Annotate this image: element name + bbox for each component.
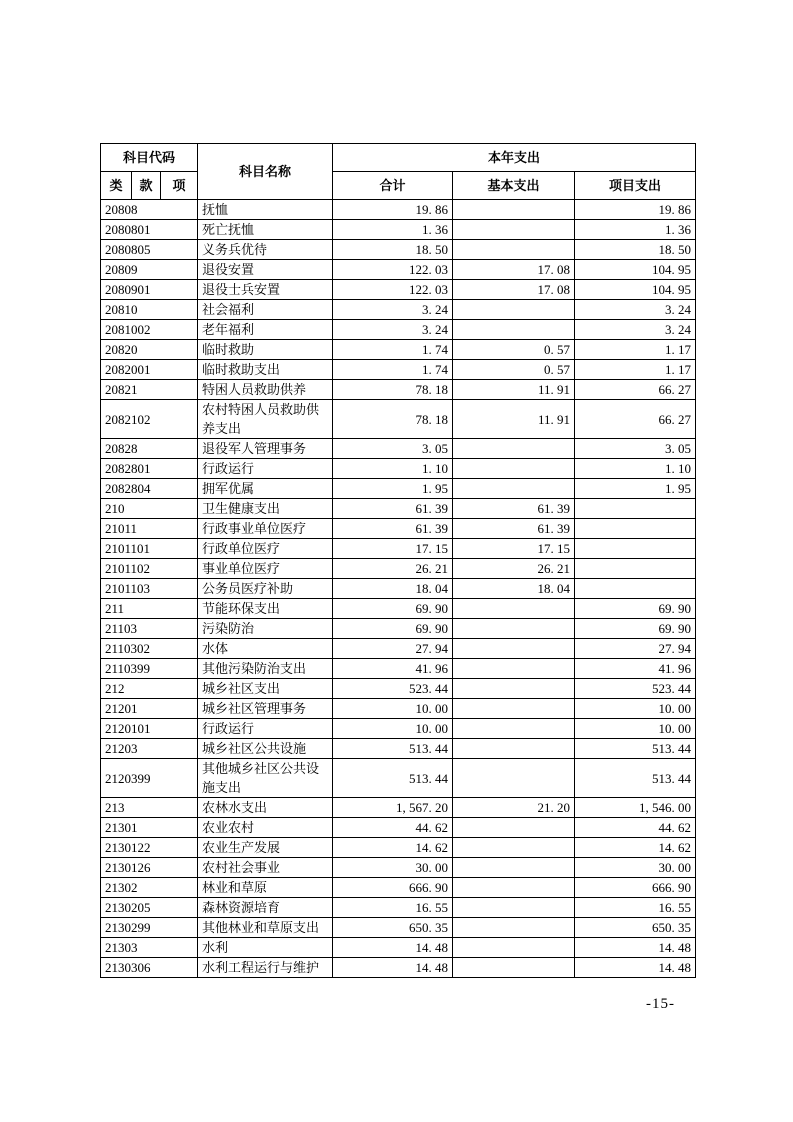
- table-row: [101, 759, 696, 798]
- project-expenditure-cell: 69. 90: [575, 599, 696, 619]
- total-cell: 1, 567. 20: [333, 798, 453, 818]
- total-cell: 10. 00: [333, 699, 453, 719]
- basic-expenditure-cell: [453, 938, 575, 958]
- basic-expenditure-cell: [453, 459, 575, 479]
- subject-name-cell: 事业单位医疗: [198, 559, 333, 579]
- basic-expenditure-cell: 11. 91: [453, 380, 575, 400]
- table-row: [101, 579, 696, 599]
- table-row: [101, 499, 696, 519]
- subject-name-cell: 退役军人管理事务: [198, 439, 333, 459]
- subject-name-cell: 行政事业单位医疗: [198, 519, 333, 539]
- table-row: [101, 958, 696, 978]
- basic-expenditure-cell: [453, 679, 575, 699]
- project-expenditure-cell: 1. 36: [575, 220, 696, 240]
- subject-name-cell: 其他污染防治支出: [198, 659, 333, 679]
- project-expenditure-cell: [575, 579, 696, 599]
- table-row: [101, 320, 696, 340]
- subject-name-cell: 死亡抚恤: [198, 220, 333, 240]
- subject-name-cell: 临时救助: [198, 340, 333, 360]
- subject-code-cell: 2130306: [101, 958, 198, 978]
- subject-name-cell: 城乡社区支出: [198, 679, 333, 699]
- basic-expenditure-cell: [453, 719, 575, 739]
- subject-code-cell: 21203: [101, 739, 198, 759]
- subject-code-cell: 21301: [101, 818, 198, 838]
- project-expenditure-cell: 41. 96: [575, 659, 696, 679]
- subject-name-cell: 林业和草原: [198, 878, 333, 898]
- table-row: [101, 360, 696, 380]
- project-expenditure-cell: 1. 17: [575, 340, 696, 360]
- project-expenditure-cell: 1. 17: [575, 360, 696, 380]
- total-cell: 122. 03: [333, 260, 453, 280]
- table-row: [101, 798, 696, 818]
- total-cell: 513. 44: [333, 759, 453, 798]
- subject-name-cell: 其他林业和草原支出: [198, 918, 333, 938]
- subject-name-cell: 义务兵优待: [198, 240, 333, 260]
- subject-name-cell: 森林资源培育: [198, 898, 333, 918]
- project-expenditure-cell: 513. 44: [575, 739, 696, 759]
- basic-expenditure-cell: [453, 818, 575, 838]
- subject-code-cell: 21303: [101, 938, 198, 958]
- basic-expenditure-cell: [453, 639, 575, 659]
- subject-name-cell: 抚恤: [198, 200, 333, 220]
- table-row: [101, 599, 696, 619]
- table-row: [101, 679, 696, 699]
- basic-expenditure-cell: [453, 918, 575, 938]
- project-expenditure-cell: 44. 62: [575, 818, 696, 838]
- project-expenditure-cell: 104. 95: [575, 280, 696, 300]
- subject-name-cell: 行政运行: [198, 719, 333, 739]
- total-cell: 10. 00: [333, 719, 453, 739]
- subject-code-cell: 2101103: [101, 579, 198, 599]
- subject-code-cell: 20821: [101, 380, 198, 400]
- basic-expenditure-cell: 0. 57: [453, 360, 575, 380]
- table-row: [101, 340, 696, 360]
- project-expenditure-cell: 3. 24: [575, 300, 696, 320]
- table-row: [101, 659, 696, 679]
- table-row: [101, 898, 696, 918]
- header-code-section: 款: [132, 172, 161, 200]
- basic-expenditure-cell: [453, 320, 575, 340]
- subject-code-cell: 2130126: [101, 858, 198, 878]
- table-row: [101, 818, 696, 838]
- subject-code-cell: 20828: [101, 439, 198, 459]
- subject-code-cell: 21103: [101, 619, 198, 639]
- project-expenditure-cell: 666. 90: [575, 878, 696, 898]
- subject-code-cell: 2110302: [101, 639, 198, 659]
- basic-expenditure-cell: [453, 858, 575, 878]
- total-cell: 69. 90: [333, 599, 453, 619]
- table-row: [101, 559, 696, 579]
- table-row: [101, 400, 696, 439]
- subject-code-cell: 2082102: [101, 400, 198, 439]
- header-current-year-expenditure: 本年支出: [333, 144, 696, 172]
- header-subject-name: 科目名称: [198, 144, 333, 200]
- total-cell: 14. 62: [333, 838, 453, 858]
- total-cell: 78. 18: [333, 380, 453, 400]
- total-cell: 1. 95: [333, 479, 453, 499]
- subject-name-cell: 其他城乡社区公共设施支出: [198, 759, 333, 798]
- basic-expenditure-cell: [453, 240, 575, 260]
- total-cell: 19. 86: [333, 200, 453, 220]
- header-row-1: [101, 144, 696, 172]
- table-row: [101, 220, 696, 240]
- project-expenditure-cell: [575, 559, 696, 579]
- subject-code-cell: 21302: [101, 878, 198, 898]
- total-cell: 18. 50: [333, 240, 453, 260]
- total-cell: 3. 24: [333, 300, 453, 320]
- table-row: [101, 938, 696, 958]
- basic-expenditure-cell: [453, 300, 575, 320]
- project-expenditure-cell: 523. 44: [575, 679, 696, 699]
- subject-code-cell: 21011: [101, 519, 198, 539]
- subject-code-cell: 210: [101, 499, 198, 519]
- subject-code-cell: 2130205: [101, 898, 198, 918]
- subject-code-cell: 2101102: [101, 559, 198, 579]
- table-row: [101, 878, 696, 898]
- project-expenditure-cell: [575, 519, 696, 539]
- total-cell: 17. 15: [333, 539, 453, 559]
- basic-expenditure-cell: [453, 878, 575, 898]
- table-row: [101, 459, 696, 479]
- subject-name-cell: 水体: [198, 639, 333, 659]
- table-row: [101, 439, 696, 459]
- basic-expenditure-cell: 18. 04: [453, 579, 575, 599]
- total-cell: 26. 21: [333, 559, 453, 579]
- total-cell: 3. 24: [333, 320, 453, 340]
- total-cell: 78. 18: [333, 400, 453, 439]
- table-row: [101, 300, 696, 320]
- total-cell: 27. 94: [333, 639, 453, 659]
- total-cell: 3. 05: [333, 439, 453, 459]
- subject-name-cell: 卫生健康支出: [198, 499, 333, 519]
- subject-code-cell: 2130299: [101, 918, 198, 938]
- total-cell: 14. 48: [333, 958, 453, 978]
- total-cell: 30. 00: [333, 858, 453, 878]
- basic-expenditure-cell: 0. 57: [453, 340, 575, 360]
- project-expenditure-cell: 513. 44: [575, 759, 696, 798]
- project-expenditure-cell: 1. 95: [575, 479, 696, 499]
- project-expenditure-cell: 1, 546. 00: [575, 798, 696, 818]
- project-expenditure-cell: 18. 50: [575, 240, 696, 260]
- total-cell: 69. 90: [333, 619, 453, 639]
- project-expenditure-cell: 66. 27: [575, 380, 696, 400]
- project-expenditure-cell: 19. 86: [575, 200, 696, 220]
- basic-expenditure-cell: [453, 619, 575, 639]
- table-body: [101, 200, 696, 978]
- basic-expenditure-cell: [453, 898, 575, 918]
- header-code-class: 类: [101, 172, 132, 200]
- total-cell: 666. 90: [333, 878, 453, 898]
- budget-table: [100, 143, 696, 978]
- subject-code-cell: 2101101: [101, 539, 198, 559]
- basic-expenditure-cell: 17. 08: [453, 260, 575, 280]
- total-cell: 14. 48: [333, 938, 453, 958]
- basic-expenditure-cell: [453, 599, 575, 619]
- subject-name-cell: 农村社会事业: [198, 858, 333, 878]
- table-row: [101, 519, 696, 539]
- subject-code-cell: 2082804: [101, 479, 198, 499]
- subject-name-cell: 社会福利: [198, 300, 333, 320]
- subject-name-cell: 特困人员救助供养: [198, 380, 333, 400]
- total-cell: 1. 10: [333, 459, 453, 479]
- basic-expenditure-cell: [453, 699, 575, 719]
- table-row: [101, 280, 696, 300]
- table-row: [101, 639, 696, 659]
- basic-expenditure-cell: [453, 220, 575, 240]
- total-cell: 650. 35: [333, 918, 453, 938]
- total-cell: 1. 36: [333, 220, 453, 240]
- project-expenditure-cell: 69. 90: [575, 619, 696, 639]
- subject-name-cell: 拥军优属: [198, 479, 333, 499]
- total-cell: 61. 39: [333, 499, 453, 519]
- project-expenditure-cell: [575, 499, 696, 519]
- project-expenditure-cell: 3. 05: [575, 439, 696, 459]
- subject-code-cell: 2081002: [101, 320, 198, 340]
- subject-code-cell: 2080801: [101, 220, 198, 240]
- subject-name-cell: 水利工程运行与维护: [198, 958, 333, 978]
- subject-name-cell: 城乡社区管理事务: [198, 699, 333, 719]
- basic-expenditure-cell: [453, 479, 575, 499]
- basic-expenditure-cell: [453, 200, 575, 220]
- table-row: [101, 699, 696, 719]
- project-expenditure-cell: 16. 55: [575, 898, 696, 918]
- subject-code-cell: 2120101: [101, 719, 198, 739]
- basic-expenditure-cell: 61. 39: [453, 499, 575, 519]
- subject-name-cell: 退役安置: [198, 260, 333, 280]
- subject-name-cell: 退役士兵安置: [198, 280, 333, 300]
- subject-code-cell: 20809: [101, 260, 198, 280]
- basic-expenditure-cell: 26. 21: [453, 559, 575, 579]
- project-expenditure-cell: [575, 539, 696, 559]
- subject-code-cell: 21201: [101, 699, 198, 719]
- basic-expenditure-cell: 17. 08: [453, 280, 575, 300]
- total-cell: 16. 55: [333, 898, 453, 918]
- table-row: [101, 858, 696, 878]
- subject-name-cell: 农业农村: [198, 818, 333, 838]
- subject-code-cell: 2080901: [101, 280, 198, 300]
- project-expenditure-cell: 10. 00: [575, 699, 696, 719]
- subject-name-cell: 污染防治: [198, 619, 333, 639]
- subject-code-cell: 212: [101, 679, 198, 699]
- subject-name-cell: 公务员医疗补助: [198, 579, 333, 599]
- basic-expenditure-cell: [453, 739, 575, 759]
- table-row: [101, 619, 696, 639]
- table-row: [101, 539, 696, 559]
- total-cell: 44. 62: [333, 818, 453, 838]
- basic-expenditure-cell: [453, 838, 575, 858]
- project-expenditure-cell: 30. 00: [575, 858, 696, 878]
- table-row: [101, 240, 696, 260]
- basic-expenditure-cell: [453, 439, 575, 459]
- total-cell: 122. 03: [333, 280, 453, 300]
- project-expenditure-cell: 10. 00: [575, 719, 696, 739]
- project-expenditure-cell: 104. 95: [575, 260, 696, 280]
- table-row: [101, 260, 696, 280]
- subject-code-cell: 213: [101, 798, 198, 818]
- basic-expenditure-cell: 11. 91: [453, 400, 575, 439]
- table-row: [101, 719, 696, 739]
- header-subject-code: 科目代码: [101, 144, 198, 172]
- basic-expenditure-cell: 21. 20: [453, 798, 575, 818]
- total-cell: 1. 74: [333, 340, 453, 360]
- subject-code-cell: 20820: [101, 340, 198, 360]
- subject-name-cell: 城乡社区公共设施: [198, 739, 333, 759]
- total-cell: 513. 44: [333, 739, 453, 759]
- subject-code-cell: 2130122: [101, 838, 198, 858]
- table-row: [101, 918, 696, 938]
- project-expenditure-cell: 66. 27: [575, 400, 696, 439]
- page-number: -15-: [646, 996, 675, 1012]
- subject-name-cell: 行政单位医疗: [198, 539, 333, 559]
- subject-code-cell: 2120399: [101, 759, 198, 798]
- total-cell: 1. 74: [333, 360, 453, 380]
- table-row: [101, 380, 696, 400]
- subject-name-cell: 老年福利: [198, 320, 333, 340]
- basic-expenditure-cell: [453, 659, 575, 679]
- header-basic-expenditure: 基本支出: [453, 172, 575, 200]
- project-expenditure-cell: 1. 10: [575, 459, 696, 479]
- total-cell: 41. 96: [333, 659, 453, 679]
- total-cell: 61. 39: [333, 519, 453, 539]
- subject-name-cell: 农林水支出: [198, 798, 333, 818]
- total-cell: 18. 04: [333, 579, 453, 599]
- subject-name-cell: 行政运行: [198, 459, 333, 479]
- project-expenditure-cell: 14. 48: [575, 938, 696, 958]
- project-expenditure-cell: 14. 62: [575, 838, 696, 858]
- table-row: [101, 838, 696, 858]
- subject-code-cell: 2080805: [101, 240, 198, 260]
- subject-code-cell: 2082001: [101, 360, 198, 380]
- subject-code-cell: 20810: [101, 300, 198, 320]
- table-header: [101, 144, 696, 200]
- basic-expenditure-cell: 17. 15: [453, 539, 575, 559]
- table-row: [101, 479, 696, 499]
- subject-name-cell: 节能环保支出: [198, 599, 333, 619]
- header-code-item: 项: [161, 172, 198, 200]
- header-total: 合计: [333, 172, 453, 200]
- subject-name-cell: 农村特困人员救助供养支出: [198, 400, 333, 439]
- header-project-expenditure: 项目支出: [575, 172, 696, 200]
- subject-code-cell: 2082801: [101, 459, 198, 479]
- subject-code-cell: 20808: [101, 200, 198, 220]
- table-row: [101, 739, 696, 759]
- subject-name-cell: 农业生产发展: [198, 838, 333, 858]
- project-expenditure-cell: 27. 94: [575, 639, 696, 659]
- project-expenditure-cell: 14. 48: [575, 958, 696, 978]
- total-cell: 523. 44: [333, 679, 453, 699]
- subject-code-cell: 211: [101, 599, 198, 619]
- basic-expenditure-cell: 61. 39: [453, 519, 575, 539]
- subject-name-cell: 临时救助支出: [198, 360, 333, 380]
- project-expenditure-cell: 3. 24: [575, 320, 696, 340]
- subject-name-cell: 水利: [198, 938, 333, 958]
- project-expenditure-cell: 650. 35: [575, 918, 696, 938]
- basic-expenditure-cell: [453, 958, 575, 978]
- header-row-2: [101, 172, 696, 200]
- subject-code-cell: 2110399: [101, 659, 198, 679]
- table-row: [101, 200, 696, 220]
- basic-expenditure-cell: [453, 759, 575, 798]
